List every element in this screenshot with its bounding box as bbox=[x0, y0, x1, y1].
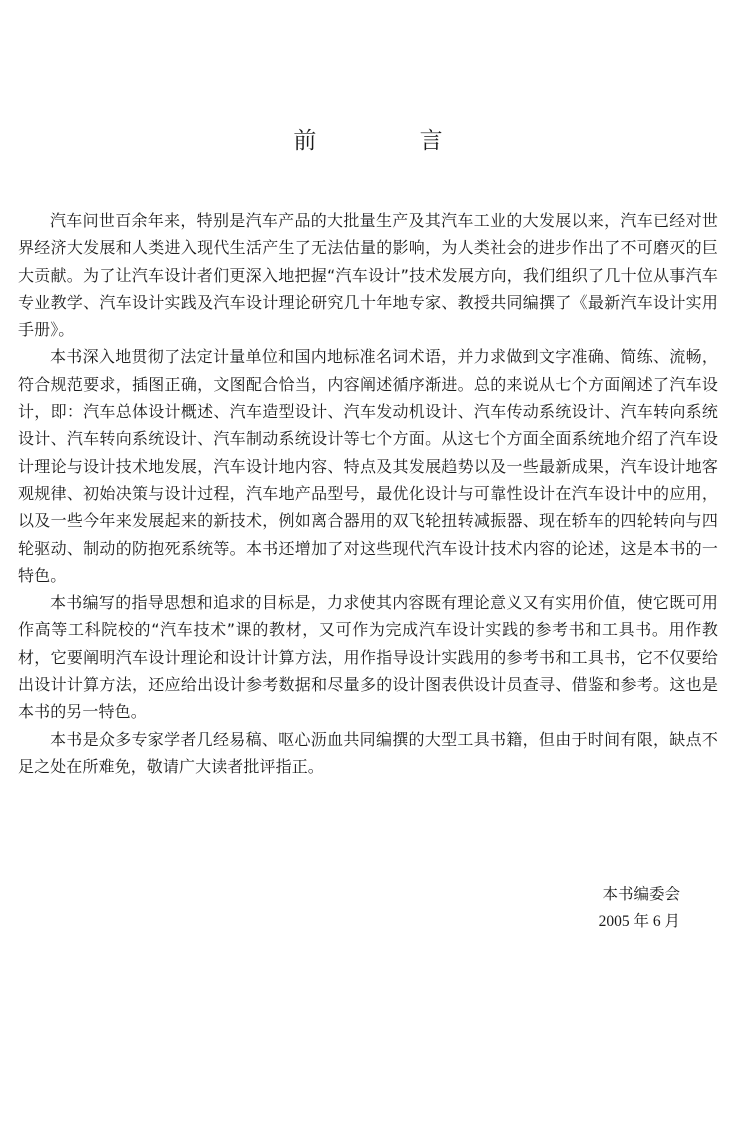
preface-body bbox=[18, 207, 718, 780]
signature-author: 本书编委会 bbox=[602, 885, 680, 903]
preface-title: 前 言 bbox=[293, 128, 491, 154]
signature-date: 2005 年 6 月 bbox=[598, 913, 680, 930]
signature-block bbox=[599, 880, 680, 936]
paragraph-4: 本书是众多专家学者几经易稿、呕心沥血共同编撰的大型工具书籍，但由于时间有限，缺点不足之处在所难免，敬请广大读者批评指正。 bbox=[18, 729, 718, 776]
paragraph-1: 汽车问世百余年来，特别是汽车产品的大批量生产及其汽车工业的大发展以来，汽车已经对世界经济大发展和人类进入现代生活产生了无法估量的影响，为人类社会的进步作出了不可磨灭的巨大贡献。为了让汽车设计者们更深入地把握“汽车设计”技术发展方向，我们组织了几十位从事汽车专业教学、汽车设计实践及汽车设计理论研究几十年地专家、教授共同编撰了《最新汽车设计实用手册》。 bbox=[18, 211, 718, 340]
paragraph-3: 本书编写的指导思想和追求的目标是，力求使其内容既有理论意义又有实用价值，使它既可用作高等工科院校的“汽车技术”课的教材，又可作为完成汽车设计实践的参考书和工具书。用作教材，它要阐明汽车设计理论和设计计算方法，用作指导设计实践用的参考书和工具书，它不仅要给出设计计算方法，还应给出设计参考数据和尽量多的设计图表供设计员查寻、借鉴和参考。这也是本书的另一特色。 bbox=[18, 593, 718, 722]
paragraph-2: 本书深入地贯彻了法定计量单位和国内地标准名词术语，并力求做到文字准确、简练、流畅，符合规范要求，插图正确，文图配合恰当，内容阐述循序渐进。总的来说从七个方面阐述了汽车设计，即：汽车总体设计概述、汽车造型设计、汽车发动机设计、汽车传动系统设计、汽车转向系统设计、汽车转向系统设计、汽车制动系统设计等七个方面。从这七个方面全面系统地介绍了汽车设计理论与设计技术地发展，汽车设计地内容、特点及其发展趋势以及一些最新成果，汽车设计地客观规律、初始决策与设计过程，汽车地产品型号，最优化设计与可靠性设计在汽车设计中的应用，以及一些今年来发展起来的新技术，例如离合器用的双飞轮扭转减振器、现在轿车的四轮转向与四轮驱动、制动的防抱死系统等。本书还增加了对这些现代汽车设计技术内容的论述，这是本书的一特色。 bbox=[18, 347, 718, 585]
